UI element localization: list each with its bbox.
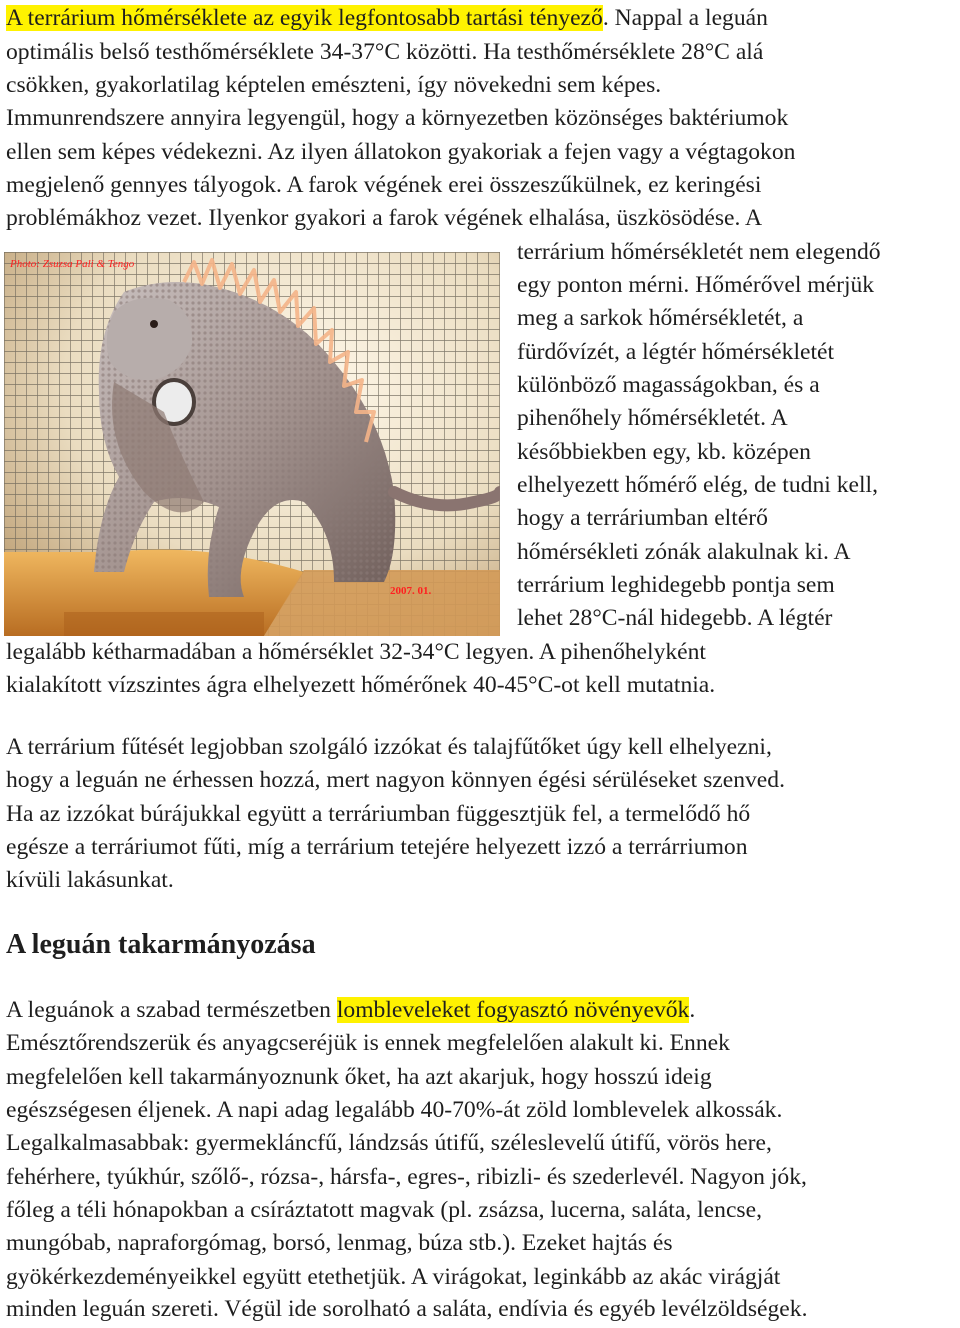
para3-line-10: minden leguán szereti. Végül ide sorolható a saláta, endívia és egyéb levélzöldségek. xyxy=(6,1296,808,1322)
para3-line-4: egészségesen éljenek. A napi adag legalább 40-70%-át zöld lomblevelek alkossák. xyxy=(6,1097,783,1123)
para2-line-2: hogy a leguán ne érhessen hozzá, mert nagyon könnyen égési sérüléseket szenved. xyxy=(6,767,785,793)
highlight-temperature: A terrárium hőmérséklete az egyik legfontosabb tartási tényező xyxy=(6,5,603,31)
para1-line-15: elhelyezett hőmérő elég, de tudni kell, xyxy=(517,472,878,498)
para1-line-4: Immunrendszere annyira legyengül, hogy a környezetben közönséges baktériumok xyxy=(6,105,789,131)
para1-line-1: A terrárium hőmérséklete az egyik legfontosabb tartási tényező. Nappal a leguán xyxy=(6,5,768,31)
iguana-illustration xyxy=(4,252,500,636)
para3-line-6: fehérhere, tyúkhúr, szőlő-, rózsa-, hársfa-, egres-, ribizli- és szederlevél. Nagyon jók, xyxy=(6,1164,807,1190)
para1-line-2: optimális belső testhőmérséklete 34-37°C közötti. Ha testhőmérséklete 28°C alá xyxy=(6,39,764,65)
iguana-photo xyxy=(4,252,500,636)
para2-line-3: Ha az izzókat búrájukkal együtt a terráriumban függesztjük fel, a termelődő hő xyxy=(6,801,751,827)
para2-line-4: egésze a terráriumot fűti, míg a terrárium tetejére helyezett izzó a terrárriumon xyxy=(6,834,748,860)
para3-line-9: gyökérkezdeményeikkel együtt etethetjük. A virágokat, leginkább az akác virágját xyxy=(6,1264,781,1290)
para1-line-14: későbbiekben egy, kb. középen xyxy=(517,439,811,465)
para1-line-20: legalább kétharmadában a hőmérséklet 32-34°C legyen. A pihenőhelyként xyxy=(6,639,706,665)
para3-line-1: A leguánok a szabad természetben lombleveleket fogyasztó növényevők. xyxy=(6,997,696,1023)
para1-line-5: ellen sem képes védekezni. Az ilyen állatokon gyakoriak a fejen vagy a végtagokon xyxy=(6,139,796,165)
para1-line-7: problémákhoz vezet. Ilyenkor gyakori a farok végének elhalása, üszkösödése. A xyxy=(6,205,763,231)
para1-line-17: hőmérsékleti zónák alakulnak ki. A xyxy=(517,539,851,565)
para1-line-11: fürdővízét, a légtér hőmérsékletét xyxy=(517,339,835,365)
para1-line-19: lehet 28°C-nál hidegebb. A légtér xyxy=(517,605,833,631)
para1-line-8: terrárium hőmérsékletét nem elegendő xyxy=(517,239,881,265)
photo-watermark-top: Photo: Zsuzsa Pali & Tengo xyxy=(10,258,135,270)
para1-line-3: csökken, gyakorlatilag képtelen emészteni, így növekedni sem képes. xyxy=(6,72,662,98)
para3-line-5: Legalkalmasabbak: gyermekláncfű, lándzsás útifű, széleslevelű útifű, vörös here, xyxy=(6,1130,772,1156)
para3-line-3: megfelelően kell takarmányoznunk őket, ha azt akarjuk, hogy hosszú ideig xyxy=(6,1064,712,1090)
para1-line-6: megjelenő gennyes tályogok. A farok végének erei összeszűkülnek, ez keringési xyxy=(6,172,762,198)
para3-line-2: Emésztőrendszerük és anyagcseréjük is ennek megfelelően alakult ki. Ennek xyxy=(6,1030,730,1056)
para2-line-5: kívüli lakásunkat. xyxy=(6,867,174,893)
para3-line-7: főleg a téli hónapokban a csíráztatott magvak (pl. zsázsa, lucerna, saláta, lencse, xyxy=(6,1197,762,1223)
photo-watermark-date: 2007. 01. xyxy=(390,585,432,597)
para3-line-8: mungóbab, napraforgómag, borsó, lenmag, búza stb.). Ezeket hajtás és xyxy=(6,1230,673,1256)
highlight-herbivores: lombleveleket fogyasztó növényevők xyxy=(336,997,690,1023)
para1-line-12: különböző magasságokban, és a xyxy=(517,372,820,398)
para1-line-10: meg a sarkok hőmérsékletét, a xyxy=(517,305,804,331)
section-heading: A leguán takarmányozása xyxy=(6,929,316,960)
para1-line-18: terrárium leghidegebb pontja sem xyxy=(517,572,835,598)
para1-line-13: pihenőhely hőmérsékletét. A xyxy=(517,405,788,431)
para1-line-21: kialakított vízszintes ágra elhelyezett hőmérőnek 40-45°C-ot kell mutatnia. xyxy=(6,672,716,698)
para1-line-16: hogy a terráriumban eltérő xyxy=(517,505,768,531)
para1-line-9: egy ponton mérni. Hőmérővel mérjük xyxy=(517,272,875,298)
para2-line-1: A terrárium fűtését legjobban szolgáló izzókat és talajfűtőket úgy kell elhelyezni, xyxy=(6,734,772,760)
